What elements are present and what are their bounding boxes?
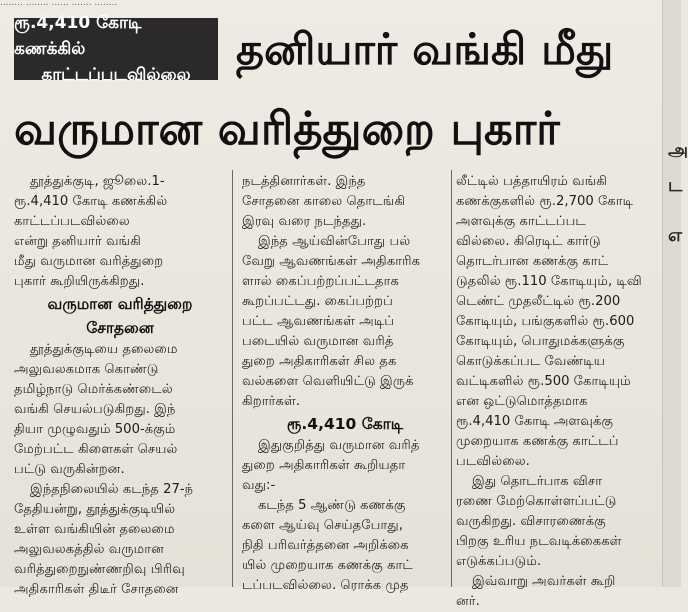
subheading: ரூ.4,410 கோடி <box>286 415 404 433</box>
article-line: ளால் கைப்பற்றப்பட்டதாக <box>242 274 399 289</box>
article-line: துறை அதிகாரிகள் கூறியதா <box>242 458 406 473</box>
article-line: ரூ.4,410 கோடி அளவுக்கு <box>456 414 614 429</box>
article-line: வங்கி செயல்படுகிறது. இந் <box>14 402 176 417</box>
article-line: டெண்ட் முதலீட்டில் ரூ.200 <box>456 294 621 309</box>
article-line: கூறப்பட்டது. கைப்பற்றப் <box>242 294 393 309</box>
article-line: நடத்தினார்கள். இந்த <box>242 174 366 189</box>
article-line: இந்த ஆய்வின்போது பல் <box>258 234 411 249</box>
article-line: என ஒட்டுமொத்தமாக <box>456 394 588 409</box>
article-line: வது:- <box>242 478 276 493</box>
article-line: கடந்த 5 ஆண்டு கணக்கு <box>258 498 406 513</box>
article-line: வல்களை வெளியிட்டு இருக் <box>242 374 414 389</box>
article-line: வில்லை. கிரெடிட் கார்டு <box>456 234 601 249</box>
edge-char-3: எ <box>668 225 683 246</box>
article-line: படையில் வருமான வரித் <box>242 334 394 349</box>
article-line: தியா முழுவதும் 500-க்கும் <box>14 422 176 437</box>
top-cut-text: ........ ........ ...... ....... ........ <box>0 0 118 8</box>
column-rule-2 <box>451 170 452 587</box>
article-line: இது தொடர்பாக விசா <box>472 474 603 489</box>
article-line: எடுக்கப்படும். <box>456 554 542 569</box>
article-line: னர். <box>456 594 480 609</box>
article-line: இவ்வாறு அவர்கள் கூறி <box>472 574 616 589</box>
column-rule-1 <box>232 170 233 587</box>
article-line: கோடியும், பொதுமக்களுக்கு <box>456 334 625 349</box>
article-line: வேறு ஆவணங்கள் அதிகாரிக <box>242 254 421 269</box>
article-line: தொடர்பான கணக்கு காட் <box>456 254 609 269</box>
article-line: கிறார்கள். <box>242 394 301 409</box>
article-line: கணக்குகளில் ரூ.2,700 கோடி <box>456 194 634 209</box>
article-line: புகார் கூறியிருக்கிறது. <box>14 274 145 289</box>
article-line: ரூ.4,410 கோடி கணக்கில் <box>14 194 168 209</box>
article-line: லீட்டில் பத்தாயிரம் வங்கி <box>456 174 608 189</box>
article-line: பட்ட ஆவணங்கள் அடிப் <box>242 314 395 329</box>
article-line: தூத்துக்குடி, ஜூலை.1- <box>30 174 165 189</box>
subheading: சோதனை <box>86 319 154 337</box>
kicker-line-1: ரூ.4,410 கோடி கணக்கில் <box>14 13 142 59</box>
article-line: வட்டிகளில் ரூ.500 கோடியும் <box>456 374 631 389</box>
article-line: இந்தநிலையில் கடந்த 27-ந் <box>30 482 194 497</box>
adjacent-page-edge <box>662 0 681 587</box>
article-column-1 <box>14 172 226 597</box>
headline-line-2: வருமான வரித்துறை புகார் <box>14 102 560 155</box>
article-line: நிதி பரிவர்த்தனை அறிக்கை <box>242 538 409 553</box>
kicker-line-2: காட்டப்படவில்லை <box>41 65 191 85</box>
article-line: வரித்துறைநுண்ணறிவு பிரிவு <box>14 562 185 577</box>
article-line: டுதலில் ரூ.110 கோடியும், டிவி <box>456 274 642 289</box>
headline-line-1: தனியார் வங்கி மீது <box>236 25 614 75</box>
article-column-2 <box>242 172 448 593</box>
article-line: தேதியன்று, தூத்துக்குடியில் <box>14 502 176 517</box>
article-line: தமிழ்நாடு மெர்க்கண்டைல் <box>14 382 173 397</box>
article-line: ரணை மேற்கொள்ளப்பட்டு <box>456 494 617 509</box>
article-line: மேற்பட்ட கிளைகள் செயல் <box>14 442 178 457</box>
article-line: யில் முறையாக கணக்கு காட் <box>242 558 413 573</box>
article-column-3 <box>456 172 656 609</box>
article-line: வருகிறது. விசாரணைக்கு <box>456 514 606 529</box>
article-line: என்று தனியார் வங்கி <box>14 234 141 249</box>
article-line: முறையாக கணக்கு காட்டப் <box>456 434 619 449</box>
article-line: மீது வருமான வரித்துறை <box>14 254 164 269</box>
article-line: களை ஆய்வு செய்தபோது, <box>242 518 403 533</box>
edge-char-1: அ <box>668 140 688 161</box>
article-line: அலுவலகத்தில் வருமான <box>14 542 164 557</box>
article-line: துறை அதிகாரிகள் சில தக <box>242 354 397 369</box>
article-line: அளவுக்கு காட்டப்பட <box>456 214 586 229</box>
article-line: பட்டு வருகின்றன. <box>14 462 125 477</box>
article-line: இரவு வரை நடந்தது. <box>242 214 367 229</box>
subheading: வருமான வரித்துறை <box>47 295 193 313</box>
article-line: டப்படவில்லை. ரொக்க முத <box>242 578 409 593</box>
kicker-box <box>14 13 218 85</box>
article-line: அலுவலகமாக கொண்டு <box>14 362 159 377</box>
article-line: சோதனை காலை தொடங்கி <box>242 194 406 209</box>
article-line: அதிகாரிகள் திடீர் சோதனை <box>14 582 179 597</box>
article-line: இதுகுறித்து வருமான வரித் <box>258 438 420 453</box>
article-line: காட்டப்படவில்லை <box>14 214 130 229</box>
edge-char-2: ட <box>668 175 683 196</box>
article-line: பிறகு உரிய நடவடிக்கைகள் <box>456 534 622 549</box>
article-line: தூத்துக்குடியை தலைமை <box>30 342 178 357</box>
article-line: உள்ள வங்கியின் தலைமை <box>14 522 175 537</box>
article-line: படவில்லை. <box>456 454 530 469</box>
article-line: கோடியும், பங்குகளில் ரூ.600 <box>456 314 635 329</box>
article-line: கொடுக்கப்பட வேண்டிய <box>456 354 606 369</box>
